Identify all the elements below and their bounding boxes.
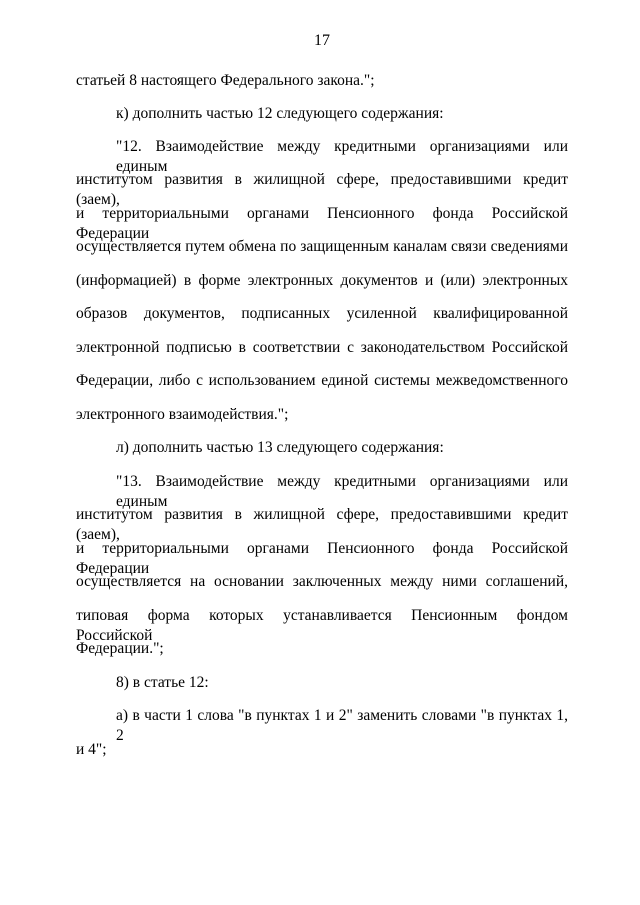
text-line: образов документов, подписанных усиленной квалифицированной [76, 305, 568, 322]
text-line: "13. Взаимодействие между кредитными организациями или единым [116, 473, 568, 510]
text-line: Федерации, либо с использованием единой системы межведомственного [76, 372, 568, 389]
document-page [76, 0, 568, 905]
text-line: и 4"; [76, 741, 107, 758]
text-line: электронной подписью в соответствии с законодательством Российской [76, 339, 568, 356]
page-number: 17 [314, 32, 330, 49]
text-line: 8) в статье 12: [116, 674, 209, 691]
text-line: осуществляется на основании заключенных между ними соглашений, [76, 573, 568, 590]
text-line: (информацией) в форме электронных документов и (или) электронных [76, 272, 568, 289]
text-line: и территориальными органами Пенсионного фонда Российской Федерации [76, 540, 568, 577]
text-line: к) дополнить частью 12 следующего содержания: [116, 105, 444, 122]
text-line: л) дополнить частью 13 следующего содержания: [116, 439, 444, 456]
text-line: Федерации."; [76, 640, 164, 657]
text-line: "12. Взаимодействие между кредитными организациями или единым [116, 138, 568, 175]
text-line: статьей 8 настоящего Федерального закона."; [76, 72, 375, 89]
text-line: осуществляется путем обмена по защищенным каналам связи сведениями [76, 238, 568, 255]
text-line: и территориальными органами Пенсионного фонда Российской Федерации [76, 205, 568, 242]
text-line: типовая форма которых устанавливается Пенсионным фондом Российской [76, 607, 568, 644]
text-line: электронного взаимодействия."; [76, 406, 289, 423]
text-line: а) в части 1 слова "в пунктах 1 и 2" заменить словами "в пунктах 1, 2 [116, 707, 568, 744]
text-line: институтом развития в жилищной сфере, предоставившими кредит (заем), [76, 171, 568, 208]
text-line: институтом развития в жилищной сфере, предоставившими кредит (заем), [76, 506, 568, 543]
